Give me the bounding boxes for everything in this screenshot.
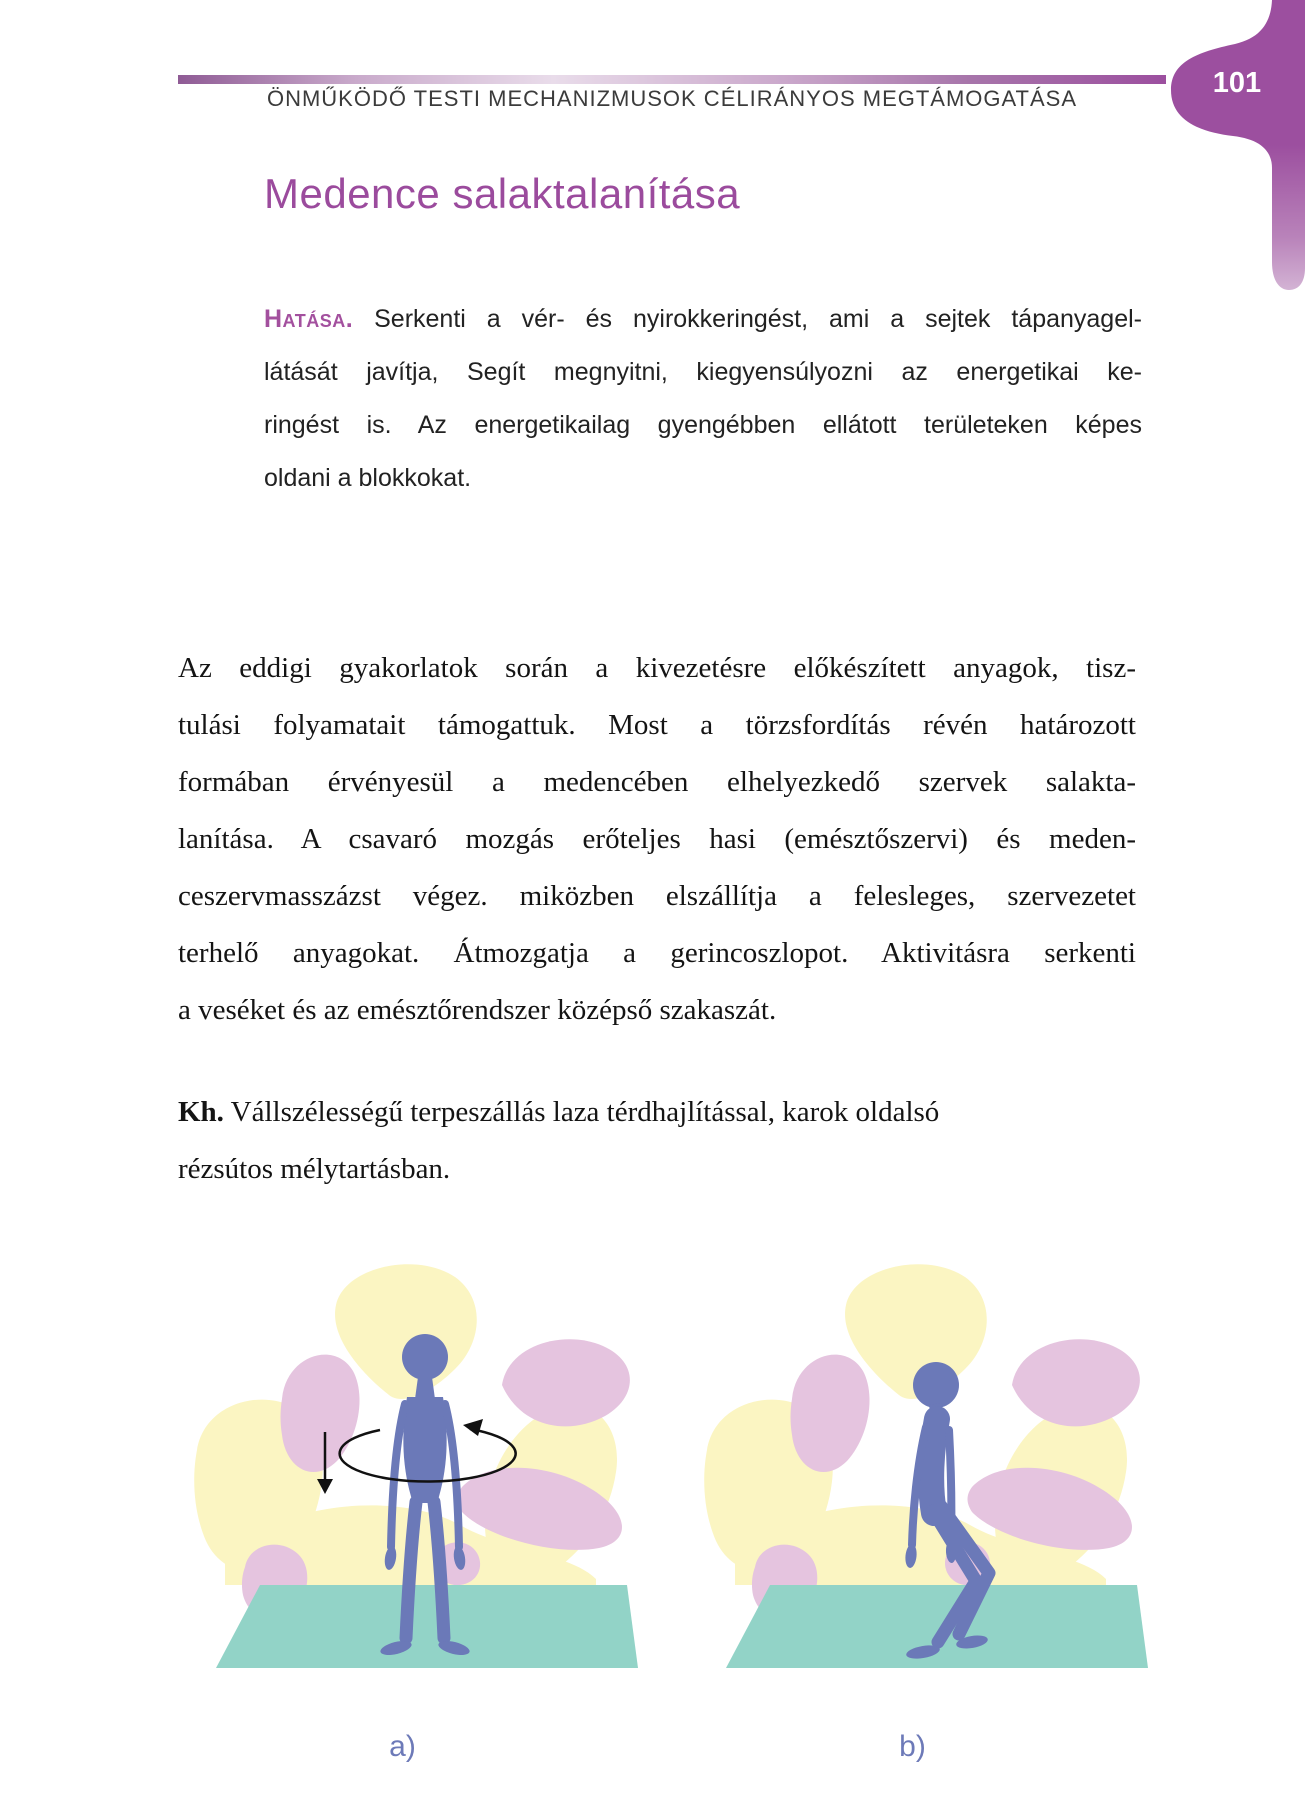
text-line: tulási folyamatait támogattuk. Most a törzsfordítás révén határozott — [178, 709, 1136, 741]
figure-a-caption: a) — [389, 1730, 416, 1763]
rotation-arrowhead — [463, 1419, 483, 1436]
person-torso — [931, 1419, 937, 1513]
text-line: formában érvényesül a medencében elhelyezkedő szervek salakta- — [178, 766, 1136, 798]
position-first-text: Vállszélességű terpeszállás laza térdhajlítással, karok oldalsó — [230, 1096, 940, 1128]
header-gradient-rule — [178, 75, 1166, 84]
person-torso — [403, 1397, 446, 1503]
page-number-tab — [1165, 0, 1305, 300]
effect-label: Hatása. — [264, 305, 354, 333]
tab-blob-shape — [1171, 0, 1305, 290]
page-number: 101 — [1212, 67, 1262, 99]
position-paragraph — [178, 1084, 1136, 1198]
position-label: Kh. — [178, 1096, 224, 1128]
effect-first-text: Serkenti a vér- és nyirokkeringést, ami a sejtek tápanyagel- — [374, 305, 1142, 333]
position-first-line — [178, 1084, 1136, 1141]
text-line: terhelő anyagokat. Átmozgatja a gerincoszlopot. Aktivitásra serkenti — [178, 937, 1136, 969]
text-line: lanítása. A csavaró mozgás erőteljes hasi (emésztőszervi) és meden- — [178, 823, 1136, 855]
body-paragraph — [178, 640, 1136, 1039]
position-rest-lines — [178, 1141, 1136, 1198]
page-title: Medence salaktalanítása — [264, 170, 741, 217]
effect-first-line — [264, 293, 1142, 346]
text-line: oldani a blokkokat. — [264, 464, 472, 492]
figure-a-illustration — [150, 1245, 655, 1715]
person-head — [913, 1362, 959, 1408]
text-line: ringést is. Az energetikailag gyengébben ellátott területeken képes — [264, 411, 1142, 439]
effect-paragraph — [264, 293, 1142, 505]
running-header: ÖNMŰKÖDŐ TESTI MECHANIZMUSOK CÉLIRÁNYOS MEGTÁMOGATÁSA — [266, 86, 1078, 111]
effect-rest-lines — [264, 346, 1142, 505]
text-line: ceszervmasszázst végez. miközben elszállítja a felesleges, szervezetet — [178, 880, 1136, 912]
figure-b-caption: b) — [899, 1730, 926, 1763]
person-neck — [415, 1377, 435, 1399]
person-head — [402, 1334, 448, 1380]
figure-b-illustration — [660, 1245, 1165, 1715]
text-line: látását javítja, Segít megnyitni, kiegyensúlyozni az energetikai ke- — [264, 358, 1142, 386]
text-line: rézsútos mélytartásban. — [178, 1153, 451, 1185]
text-line: Az eddigi gyakorlatok során a kivezetésre előkészített anyagok, tisz- — [178, 652, 1136, 684]
text-line: a veséket és az emésztőrendszer középső szakaszát. — [178, 994, 777, 1026]
